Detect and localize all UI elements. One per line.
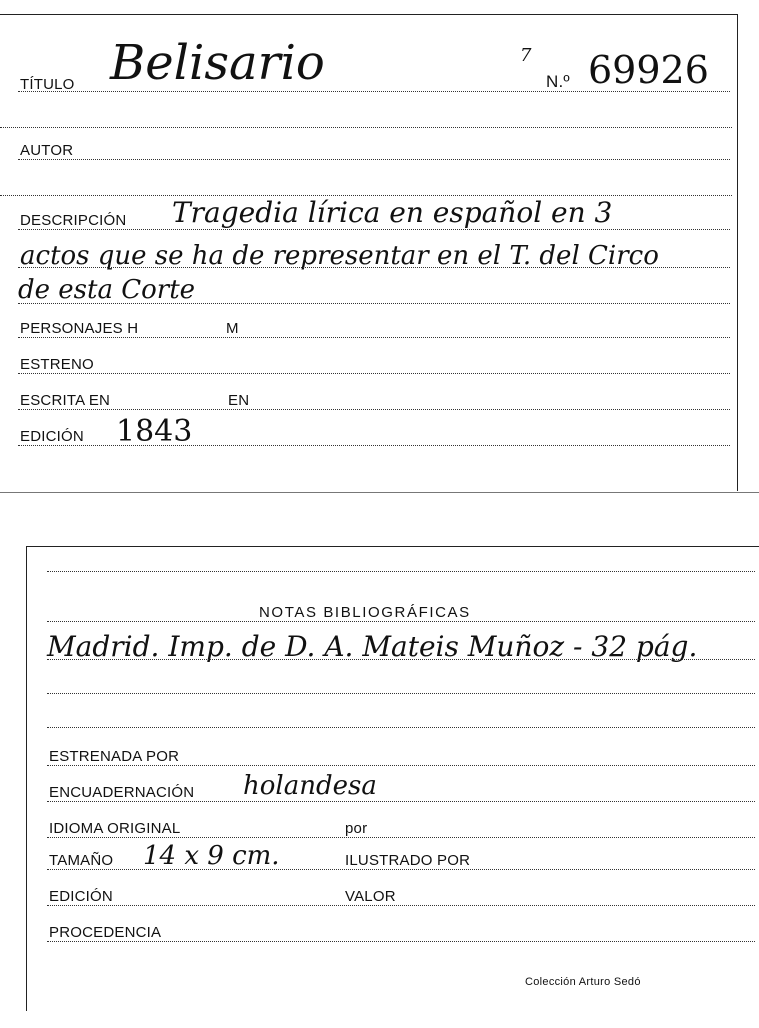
numero-mark: 7 bbox=[520, 45, 532, 66]
catalog-card-bottom bbox=[26, 546, 759, 1011]
autor-label: AUTOR bbox=[20, 142, 74, 159]
valor-label: VALOR bbox=[345, 888, 396, 905]
notas-line bbox=[47, 621, 755, 622]
escrita-label: ESCRITA EN bbox=[20, 392, 111, 409]
descripcion-line3: de esta Corte bbox=[18, 275, 196, 305]
escrita-en-label: EN bbox=[228, 392, 250, 409]
descripcion-line1: Tragedia lírica en español en 3 bbox=[172, 196, 613, 229]
tamano-label: TAMAÑO bbox=[49, 852, 114, 869]
catalog-card-top bbox=[0, 14, 738, 491]
edicion2-line bbox=[47, 905, 755, 906]
titulo-label: TÍTULO bbox=[20, 76, 75, 93]
rule-line bbox=[47, 571, 755, 572]
card-separator bbox=[0, 492, 759, 493]
idioma-por-label: por bbox=[345, 820, 368, 837]
procedencia-label: PROCEDENCIA bbox=[49, 924, 162, 941]
estrenada-label: ESTRENADA POR bbox=[49, 748, 180, 765]
encuadernacion-value: holandesa bbox=[243, 771, 377, 801]
numero-label: N.º bbox=[546, 72, 570, 91]
encuadernacion-line bbox=[47, 801, 755, 802]
tamano-value: 14 x 9 cm. bbox=[143, 841, 280, 871]
idioma-line bbox=[47, 837, 755, 838]
edicion2-label: EDICIÓN bbox=[49, 888, 113, 905]
personajes-line bbox=[18, 337, 730, 338]
descripcion-line bbox=[18, 267, 730, 268]
descripcion-line bbox=[18, 229, 730, 230]
notas-value: Madrid. Imp. de D. A. Mateis Muñoz - 32 pág. bbox=[47, 630, 698, 663]
titulo-value: Belisario bbox=[110, 35, 325, 91]
escrita-line bbox=[18, 409, 730, 410]
edicion-value: 1843 bbox=[116, 414, 193, 449]
tamano-line bbox=[47, 869, 755, 870]
descripcion-line2: actos que se ha de representar en el T. del Circo bbox=[20, 241, 659, 271]
edicion-label: EDICIÓN bbox=[20, 428, 84, 445]
estreno-label: ESTRENO bbox=[20, 356, 94, 373]
estrenada-line bbox=[47, 765, 755, 766]
numero-value: 69926 bbox=[588, 48, 709, 92]
estreno-line bbox=[18, 373, 730, 374]
notas-line bbox=[47, 659, 755, 660]
descripcion-line bbox=[18, 303, 730, 304]
coleccion-imprint: Colección Arturo Sedó bbox=[525, 976, 641, 988]
autor-line bbox=[18, 159, 730, 160]
rule-line bbox=[0, 127, 732, 128]
descripcion-label: DESCRIPCIÓN bbox=[20, 212, 127, 229]
notas-label: NOTAS BIBLIOGRÁFICAS bbox=[259, 604, 471, 621]
notas-line bbox=[47, 727, 755, 728]
notas-line bbox=[47, 693, 755, 694]
ilustrado-label: ILUSTRADO POR bbox=[345, 852, 471, 869]
personajes-m-label: M bbox=[226, 320, 239, 337]
encuadernacion-label: ENCUADERNACIÓN bbox=[49, 784, 195, 801]
personajes-label: PERSONAJES H bbox=[20, 320, 139, 337]
idioma-label: IDIOMA ORIGINAL bbox=[49, 820, 181, 837]
edicion-line bbox=[18, 445, 730, 446]
procedencia-line bbox=[47, 941, 755, 942]
